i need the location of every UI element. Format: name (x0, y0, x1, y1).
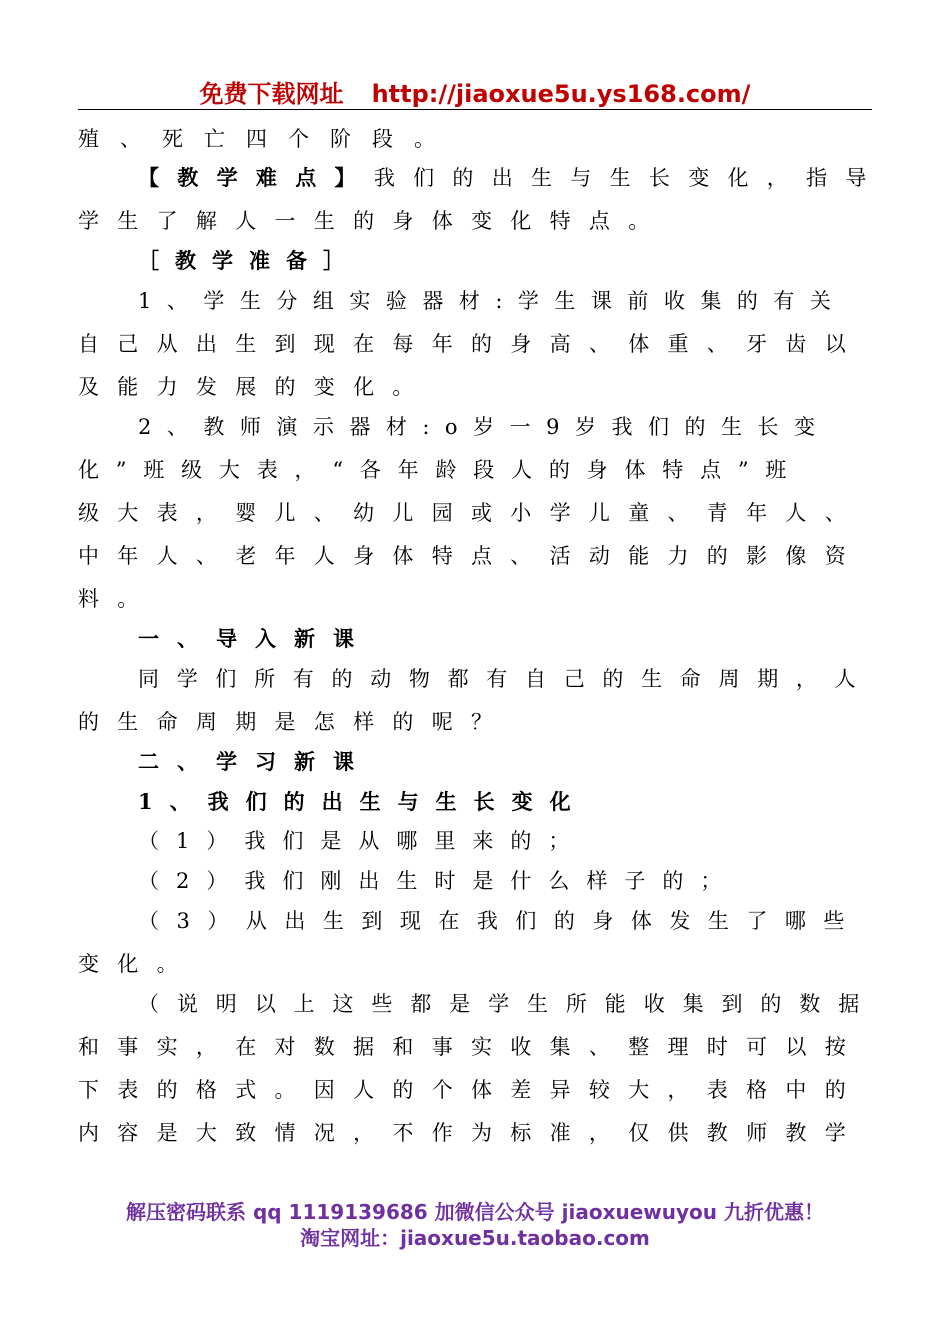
section-heading-preparation: ［教学准备］ (138, 248, 360, 273)
text-line: 下表的格式。因人的个体差异较大，表格中的 (78, 1078, 864, 1102)
header-rule (78, 109, 872, 110)
text-line: 殖、死亡四个阶段。 (78, 127, 456, 151)
header-url-link[interactable]: http://jiaoxue5u.ys168.com/ (371, 80, 751, 108)
section-heading-intro: 一、导入新课 (138, 626, 372, 651)
subsection-heading: 1、我们的出生与生长变化 (138, 789, 588, 814)
page-header (78, 78, 872, 112)
list-item: （1）我们是从哪里来的； (138, 829, 587, 853)
text-line: 内容是大致情况，不作为标准，仅供教师教学 (78, 1121, 864, 1145)
list-item: （3）从出生到现在我们的身体发生了哪些 (138, 909, 862, 933)
text-span: 我们的出生与生长变化，指导 (373, 166, 885, 190)
footer-contact: 解压密码联系 qq 1119139686 加微信公众号 jiaoxuewuyou 九折优惠！ (126, 1200, 824, 1224)
section-heading-difficulty: 【教学难点】 (138, 165, 374, 190)
text-line: 级大表，婴儿、幼儿园或小学儿童、青年人、 (78, 501, 864, 525)
text-line: 料。 (78, 587, 157, 611)
text-line: 2、教师演示器材:o岁一9岁我们的生长变 (138, 415, 831, 439)
text-line: 变化。 (78, 952, 196, 976)
text-line: 中年人、老年人身体特点、活动能力的影像资 (78, 544, 864, 568)
text-line: 和事实，在对数据和事实收集、整理时可以按 (78, 1035, 864, 1059)
text-line: 化”班级大表，“各年龄段人的身体特点”班 (78, 458, 804, 482)
text-line: 1、学生分组实验器材:学生课前收集的有关 (138, 289, 847, 313)
text-line: （说明以上这些都是学生所能收集到的数据 (138, 992, 878, 1016)
section-heading-new-lesson: 二、学习新课 (138, 749, 372, 774)
text-line: 同学们所有的动物都有自己的生命周期，人 (138, 667, 874, 691)
header-label: 免费下载网址 (199, 80, 344, 108)
text-line: 的生命周期是怎样的呢？ (78, 710, 511, 734)
text-line: 学生了解人一生的身体变化特点。 (78, 209, 668, 233)
text-line (138, 161, 885, 195)
list-item: （2）我们刚出生时是什么样子的； (138, 869, 739, 893)
text-line: 及能力发展的变化。 (78, 375, 432, 399)
footer-shop-link[interactable]: 淘宝网址：jiaoxue5u.taobao.com (300, 1226, 650, 1250)
text-line: 自己从出生到现在每年的身高、体重、牙齿以 (78, 332, 864, 356)
